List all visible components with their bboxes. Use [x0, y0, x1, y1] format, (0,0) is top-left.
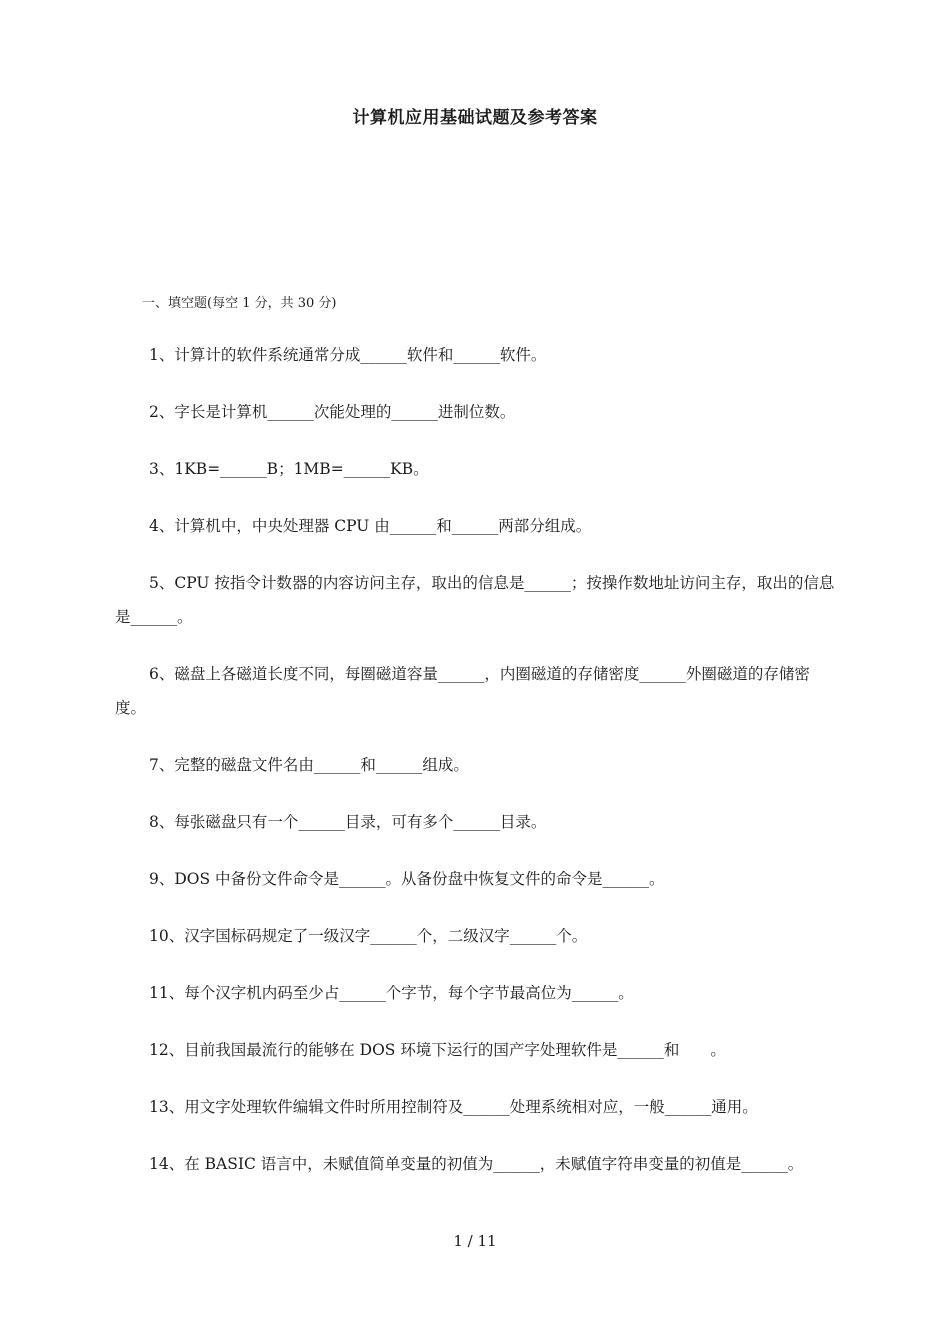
question-item: 7、完整的磁盘文件名由______和______组成。: [149, 756, 469, 774]
question-item: 8、每张磁盘只有一个______目录，可有多个______目录。: [149, 813, 547, 831]
question-item: 5、CPU 按指令计数器的内容访问主存，取出的信息是______；按操作数地址访问主存，取出的信息是______。: [115, 574, 835, 626]
question-list: [115, 338, 840, 1204]
question-item: 2、字长是计算机______次能处理的______进制位数。: [149, 403, 516, 421]
page-title: 计算机应用基础试题及参考答案: [352, 108, 598, 128]
question-item: 12、目前我国最流行的能够在 DOS 环境下运行的国产字处理软件是______和 。: [149, 1041, 726, 1059]
question-item: 1、计算计的软件系统通常分成______软件和______软件。: [149, 346, 547, 364]
question-item: 11、每个汉字机内码至少占______个字节，每个字节最高位为______。: [149, 984, 634, 1002]
question-item: 6、磁盘上各磁道长度不同，每圈磁道容量______，内圈磁道的存储密度______外圈磁道的存储密度。: [115, 665, 810, 717]
section-heading: 一、填空题(每空 1 分，共 30 分): [142, 296, 337, 311]
question-item: 3、1KB=______B；1MB=______KB。: [149, 460, 429, 478]
question-item: 10、汉字国标码规定了一级汉字______个，二级汉字______个。: [149, 927, 588, 945]
question-item: 13、用文字处理软件编辑文件时所用控制符及______处理系统相对应，一般______通用。: [149, 1098, 758, 1116]
question-item: 9、DOS 中备份文件命令是______。从备份盘中恢复文件的命令是______。: [149, 870, 665, 888]
question-item: 4、计算机中，中央处理器 CPU 由______和______两部分组成。: [149, 517, 592, 535]
page-number: 1 / 11: [453, 1232, 497, 1250]
question-item: 14、在 BASIC 语言中，未赋值简单变量的初值为______，未赋值字符串变量的初值是______。: [149, 1155, 804, 1173]
